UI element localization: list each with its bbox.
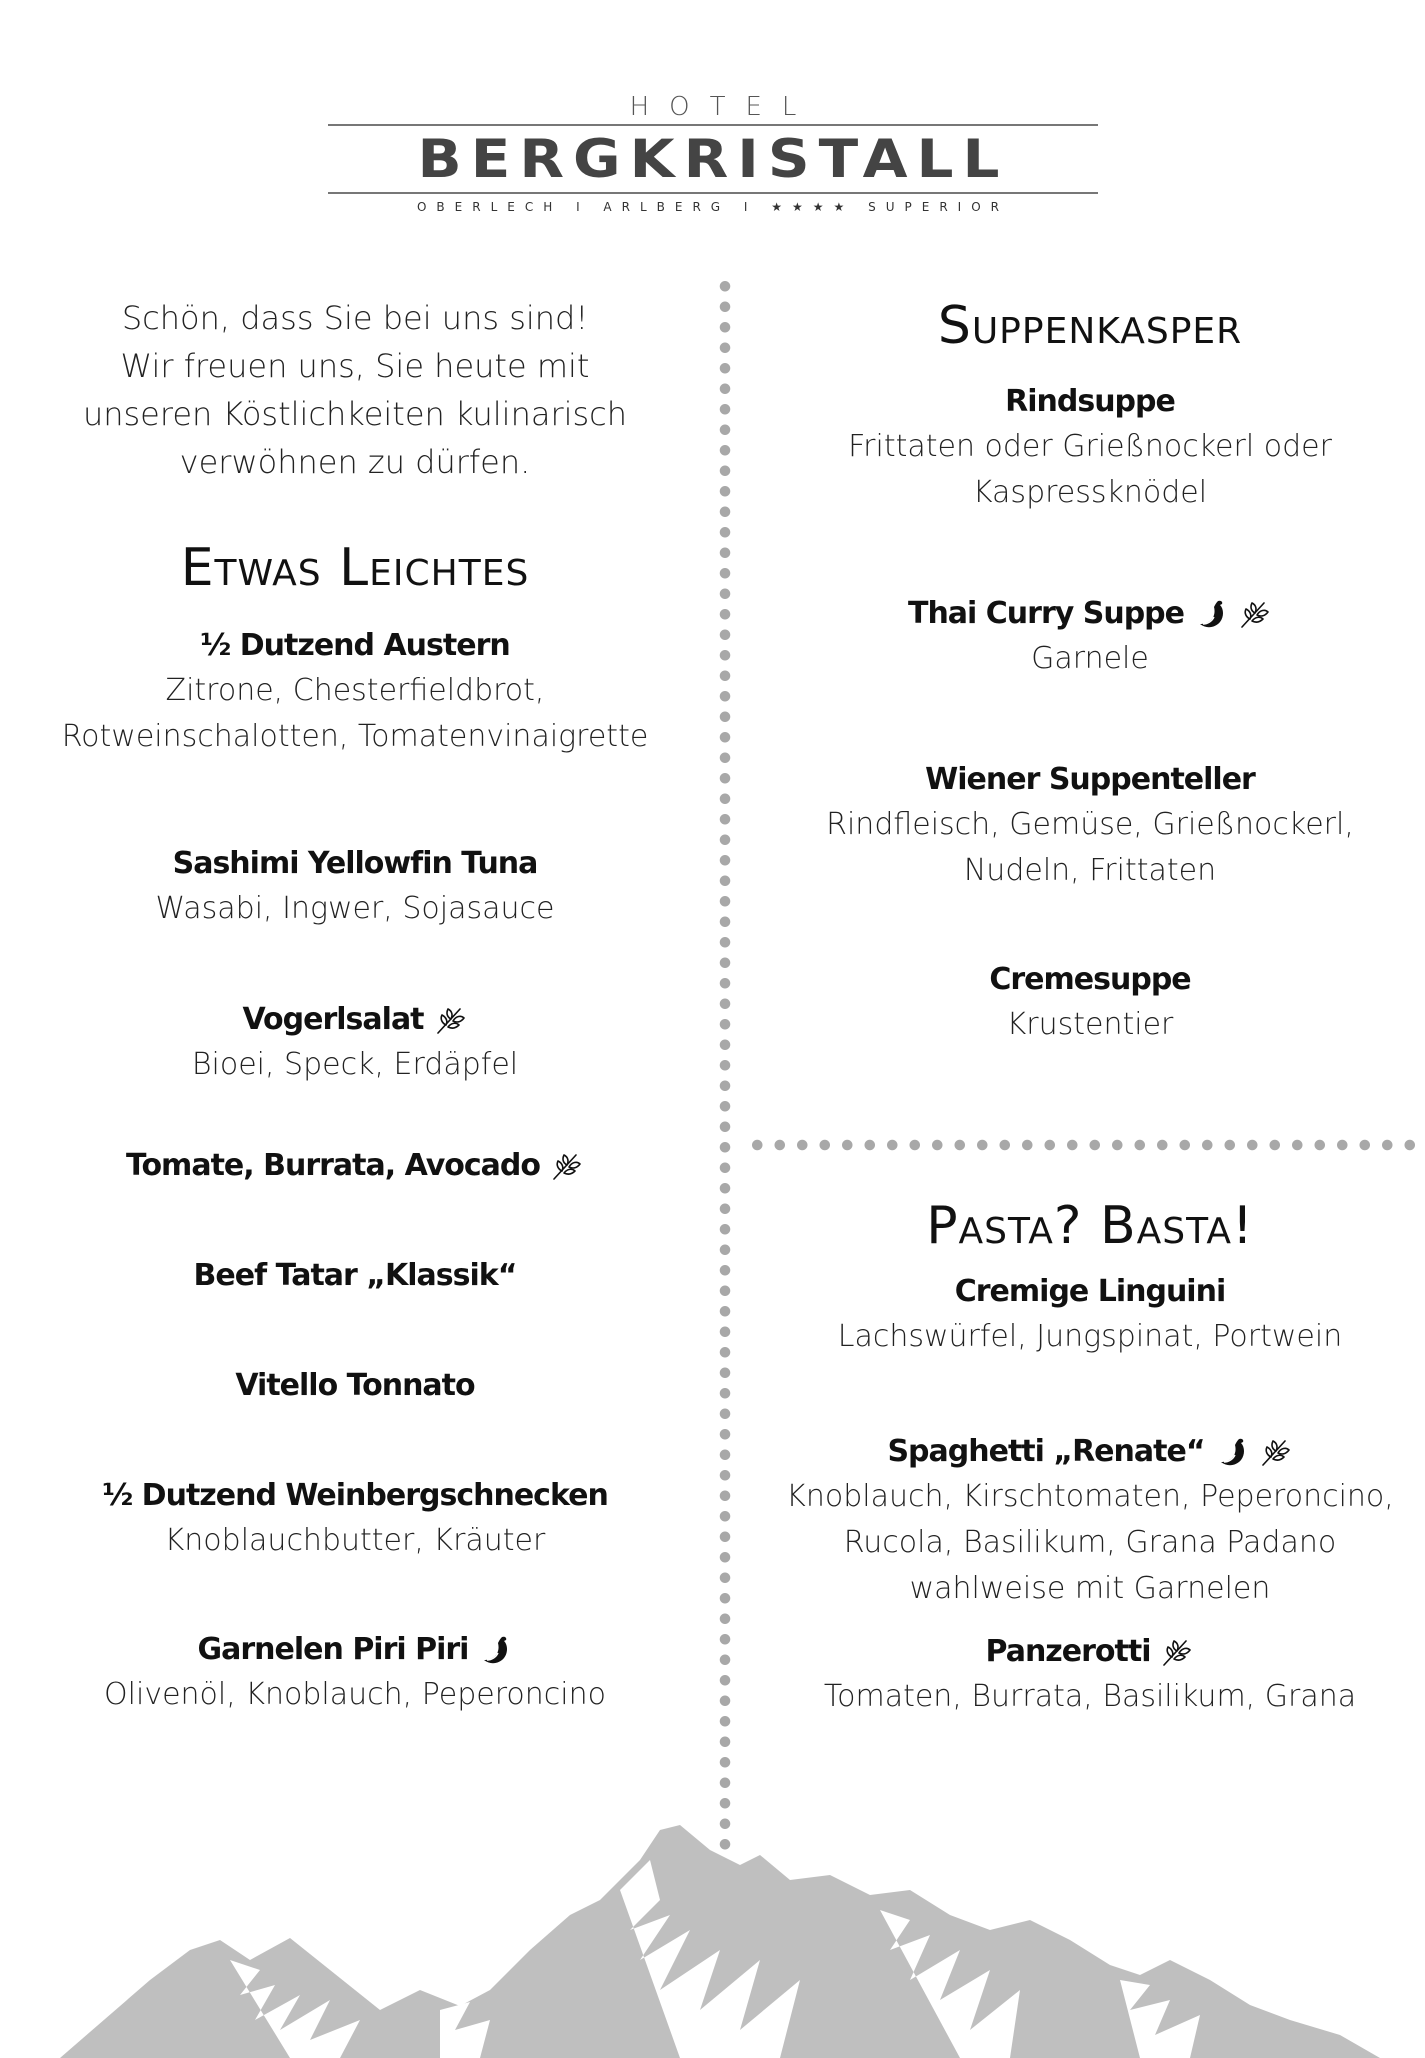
dish-description-line: Zitrone, Chesterfieldbrot, [165, 673, 545, 708]
menu-item [760, 1270, 1420, 1360]
dish-description-line: Rotweinschalotten, Tomatenvinaigrette [61, 719, 649, 754]
dish-name: Thai Curry Suppe [907, 596, 1185, 631]
logo-hotel-word: HOTEL [629, 92, 817, 122]
dish-name: Garnelen Piri Piri [197, 1632, 469, 1667]
dish-name: ½ Dutzend Weinbergschnecken [102, 1478, 608, 1513]
dish-name: Wiener Suppenteller [925, 762, 1255, 797]
dish-description-line: Knoblauch, Kirschtomaten, Peperoncino, [786, 1479, 1394, 1514]
menu-item [30, 1254, 680, 1298]
dish-description-line: Rindfleisch, Gemüse, Grießnockerl, [826, 807, 1354, 842]
dish-description-line: Olivenöl, Knoblauch, Peperoncino [104, 1677, 606, 1712]
menu-item [760, 758, 1420, 894]
welcome-line: verwöhnen zu dürfen. [179, 443, 531, 481]
dish-name-row [242, 998, 467, 1042]
section-title-suppenkasper: Suppenkasper [937, 296, 1243, 356]
dish-name: Cremesuppe [989, 962, 1191, 997]
menu-item [760, 958, 1420, 1048]
leaf-icon [1160, 1635, 1194, 1669]
logo-rule-top [328, 124, 1098, 126]
chili-icon [1215, 1435, 1249, 1469]
menu-item [30, 1364, 680, 1408]
dish-description [760, 1474, 1420, 1612]
menu-item [30, 998, 680, 1088]
menu-item [760, 1430, 1420, 1612]
dish-description-line: Frittaten oder Grießnockerl oder [848, 429, 1332, 464]
dish-description-line: Garnele [1031, 641, 1149, 676]
dish-name: Beef Tatar „Klassik“ [193, 1258, 517, 1293]
menu-item [30, 842, 680, 932]
dish-description-line: Rucola, Basilikum, Grana Padano [843, 1525, 1337, 1560]
menu-item [760, 592, 1420, 682]
vertical-dotted-divider [718, 276, 732, 1860]
dish-name: Sashimi Yellowfin Tuna [172, 846, 538, 881]
dish-description [760, 802, 1420, 894]
dish-name: Vitello Tonnato [235, 1368, 475, 1403]
dish-description [760, 636, 1420, 682]
chili-icon [1194, 597, 1228, 631]
welcome-line: unseren Köstlichkeiten kulinarisch [82, 395, 628, 433]
dish-name: Vogerlsalat [242, 1002, 424, 1037]
dish-name: Rindsuppe [1005, 384, 1175, 419]
menu-item [760, 380, 1420, 516]
dish-description-line: Lachswürfel, Jungspinat, Portwein [837, 1319, 1343, 1354]
logo-hotel-name: BERGKRISTALL [417, 128, 1009, 190]
menu-item [30, 1628, 680, 1718]
dish-name-row [126, 1144, 584, 1188]
dish-description-line: Wasabi, Ingwer, Sojasauce [155, 891, 555, 926]
dish-description [30, 1042, 680, 1088]
menu-item [760, 1630, 1420, 1720]
section-title-pasta: Pasta? Basta! [926, 1196, 1254, 1256]
menu-item [30, 624, 680, 760]
dish-description-line: Krustentier [1006, 1007, 1174, 1042]
dish-name: Cremige Linguini [954, 1274, 1226, 1309]
dish-name-row [887, 1430, 1292, 1474]
leaf-icon [550, 1149, 584, 1183]
dish-name: Spaghetti „Renate“ [887, 1434, 1205, 1469]
dish-description [30, 886, 680, 932]
dish-description-line: Tomaten, Burrata, Basilikum, Grana [823, 1679, 1357, 1714]
dish-description [760, 1002, 1420, 1048]
dish-description-line: Knoblauchbutter, Kräuter [164, 1523, 546, 1558]
dish-description [760, 424, 1420, 516]
dish-description [760, 1314, 1420, 1360]
welcome-text [30, 294, 680, 486]
chili-icon [478, 1633, 512, 1667]
dish-description-line: Bioei, Speck, Erdäpfel [191, 1047, 519, 1082]
hotel-logo [328, 92, 1098, 214]
dish-name: ½ Dutzend Austern [200, 628, 510, 663]
dish-name: Tomate, Burrata, Avocado [125, 1148, 541, 1183]
menu-item [30, 1474, 680, 1564]
dish-description-line: wahlweise mit Garnelen [909, 1571, 1271, 1606]
dish-description [760, 1674, 1420, 1720]
logo-subline: OBERLECH I ARLBERG I ★★★★ SUPERIOR [416, 200, 1009, 214]
dish-name: Panzerotti [985, 1634, 1151, 1669]
section-title-etwas-leichtes: Etwas Leichtes [180, 538, 530, 598]
dish-name-row [198, 1628, 513, 1672]
dish-name-row [986, 1630, 1195, 1674]
leaf-icon [1238, 597, 1272, 631]
dish-description-line: Nudeln, Frittaten [963, 853, 1217, 888]
leaf-icon [1259, 1435, 1293, 1469]
dish-description-line: Kaspressknödel [972, 475, 1208, 510]
horizontal-dotted-divider [746, 1138, 1425, 1152]
welcome-line: Wir freuen uns, Sie heute mit [120, 347, 590, 385]
mountains-illustration [60, 1820, 1380, 2058]
welcome-line: Schön, dass Sie bei uns sind! [121, 299, 589, 337]
leaf-icon [434, 1003, 468, 1037]
dish-name-row [908, 592, 1272, 636]
logo-rule-bottom [328, 192, 1098, 194]
menu-item [30, 1144, 680, 1188]
dish-description [30, 1518, 680, 1564]
dish-description [30, 1672, 680, 1718]
dish-description [30, 668, 680, 760]
